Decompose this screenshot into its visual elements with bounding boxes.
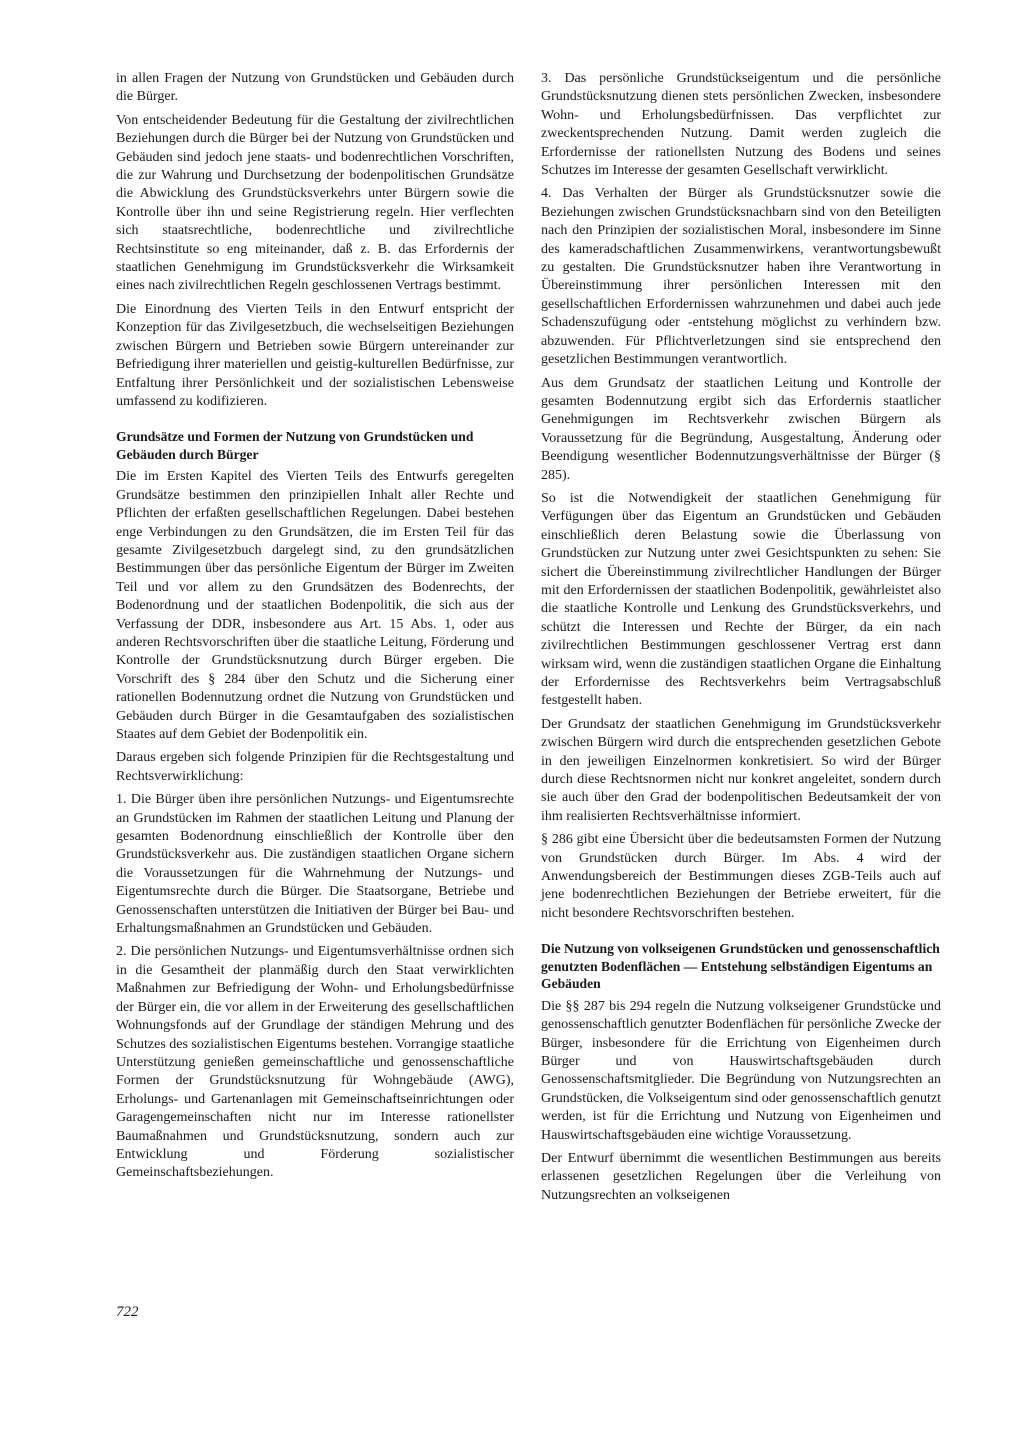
paragraph: 2. Die persönlichen Nutzungs- und Eigentumsverhältnisse ordnen sich in die Gesamtheit der planmäßig durch den Staat verwirklichten Maßnahmen zur Befriedigung der Wohn- und Erholungsbedürfnisse der Bürger ein, die vor allem in der Erweiterung des gesellschaftlichen Wohnungsfonds auf der Grundlage der ständigen Mehrung und des Schutzes des sozialistischen Eigentums bestehen. Vorrangige staatliche Unterstützung genießen gemeinschaftliche und genossenschaftliche Formen der Grundstücksnutzung für Wohngebäude (AWG), Erholungs- und Gartenanlagen mit Gemeinschaftseinrichtungen oder Garagengemeinschaften nicht nur im Interesse rationellster Baumaßnahmen und Grundstücksnutzung, sondern auch zur Entwicklung und Förderung sozialistischer Gemeinschaftsbeziehungen. (116, 944, 514, 1181)
left-column (116, 70, 514, 1188)
section-heading: Die Nutzung von volkseigenen Grundstücken und genossenschaftlich genutzten Bodenflächen — Entstehung selbständigen Eigentums an Gebäuden (541, 941, 940, 992)
section-gap (541, 928, 941, 940)
paragraph: 3. Das persönliche Grundstückseigentum und die persönliche Grundstücksnutzung dienen stets persönlichen Zwecken, insbesondere Wohn- und Erholungsbedürfnissen. Das verpflichtet zur zweckentsprechenden Nutzung. Damit werden zugleich die Erfordernisse der rationellsten Nutzung des Bodens und seines Schutzes im Interesse der gesamten Gesellschaft verwirklicht. (541, 71, 941, 179)
paragraph: Die Einordnung des Vierten Teils in den Entwurf entspricht der Konzeption für das Zivilgesetzbuch, die wechselseitigen Beziehungen zwischen Bürgern und Betrieben sowie Bürgern untereinander zur Befriedigung ihrer materiellen und geistig-kulturellen Bedürfnisse, zur Entfaltung ihrer Persönlichkeit und der sozialistischen Lebensweise umfassend zu kodifizieren. (116, 301, 514, 409)
paragraph: 1. Die Bürger üben ihre persönlichen Nutzungs- und Eigentumsrechte an Grundstücken im Rahmen der staatlichen Leitung und Planung der gesamten Bodenordnung einschließlich der Kontrolle über den Grundstücksverkehr aus. Die zuständigen staatlichen Organe sichern die Voraussetzungen für die Wahrnehmung der Nutzungs- und Eigentumsrechte durch die Bürger. Die Staatsorgane, Betriebe und Genossenschaften unterstützen die Initiativen der Bürger bei Bau- und Erhaltungsmaßnahmen an Grundstücken und Gebäuden. (116, 792, 514, 937)
paragraph: § 286 gibt eine Übersicht über die bedeutsamsten Formen der Nutzung von Grundstücken durch Bürger. Im Abs. 4 wird der Anwendungsbereich der Bestimmungen dieses ZGB-Teils auch auf jene bodenrechtlichen Beziehungen der Betriebe erweitert, für die nicht besondere Rechtsvorschriften bestehen. (541, 832, 941, 921)
section-gap (116, 416, 514, 428)
section-heading: Grundsätze und Formen der Nutzung von Grundstücken und Gebäuden durch Bürger (116, 429, 474, 462)
paragraph: 4. Das Verhalten der Bürger als Grundstücksnutzer sowie die Beziehungen zwischen Grundstücksnachbarn sind von den Beteiligten nach den Prinzipien der sozialistischen Moral, insbesondere im Sinne des kameradschaftlichen Zusammenwirkens, verantwortungsbewußt zu gestalten. Die Grundstücksnutzer haben ihre Verantwortung in Übereinstimmung ihrer persönlichen Interessen mit den gesellschaftlichen Erfordernissen wahrzunehmen und dabei auch jede Schadenszufügung oder -entstehung möglichst zu verhindern bzw. abzuwenden. Für Pflichtverletzungen sind sie entsprechend den gesetzlichen Bestimmungen verantwortlich. (541, 186, 941, 368)
paragraph: Von entscheidender Bedeutung für die Gestaltung der zivilrechtlichen Beziehungen durch die Bürger bei der Nutzung von Grundstücken und Gebäuden sind jedoch jene staats- und bodenrechtlichen Vorschriften, die zur Wahrung und Durchsetzung der bodenpolitischen Grundsätze die Abwicklung des Grundstücksverkehrs unter Bürgern sowie die Kontrolle über ihn und seine Registrierung regeln. Hier verflechten sich staatsrechtliche, bodenrechtliche und zivilrechtliche Rechtsinstitute so eng miteinander, daß z. B. das Erfordernis der staatlichen Genehmigung im Grundstücksverkehr die Wirksamkeit eines nach zivilrechtlichen Regeln geschlossenen Vertrags bestimmt. (116, 112, 514, 294)
paragraph: Daraus ergeben sich folgende Prinzipien für die Rechtsgestaltung und Rechtsverwirklichung: (116, 750, 514, 784)
paragraph: So ist die Notwendigkeit der staatlichen Genehmigung für Verfügungen über das Eigentum an Grundstücken und Gebäuden einschließlich deren Belastung sowie die Überlassung von Grundstücken zur Nutzung unter zwei Gesichtspunkten zu sehen: Sie sichert die Übereinstimmung zivilrechtlicher Handlungen der Bürger mit den Erfordernissen der staatlichen Bodenpolitik, gewährleistet also die staatliche Kontrolle und Lenkung des Grundstücksverkehrs, und schützt die Interessen und Rechte der Bürger, da ein nach zivilrechtlichen Bestimmungen geschlossener Vertrag erst dann wirksam wird, wenn die zuständigen staatlichen Organe die Einhaltung der Erfordernisse des Rechtsverkehrs beim Vertragsabschluß festgestellt haben. (541, 490, 941, 709)
paragraph: Der Entwurf übernimmt die wesentlichen Bestimmungen aus bereits erlassenen gesetzlichen Regelungen über die Verleihung von Nutzungsrechten an volkseigenen (541, 1151, 941, 1203)
page-number: 722 (116, 1304, 139, 1320)
paragraph: in allen Fragen der Nutzung von Grundstücken und Gebäuden durch die Bürger. (116, 71, 514, 105)
paragraph: Der Grundsatz der staatlichen Genehmigung im Grundstücksverkehr zwischen Bürgern wird durch die entsprechenden gesetzlichen Gebote in den jeweiligen Einzelnormen konkretisiert. So wird der Bürger durch diese Rechtsnormen nicht nur konkret angeleitet, sondern durch sie auch über den Grad der bodenpolitischen Bedeutsamkeit der von ihm realisierten Rechtsverhältnisse informiert. (541, 716, 941, 824)
paragraph: Die §§ 287 bis 294 regeln die Nutzung volkseigener Grundstücke und genossenschaftlich genutzter Bodenflächen für persönliche Zwecke der Bürger, insbesondere für die Errichtung von Eigenheimen durch Bürger und von Hauswirtschaftsgebäuden durch Genossenschaftsmitglieder. Die Begründung von Nutzungsrechten an Grundstücken, die Volkseigentum sind oder genossenschaftlich genutzt werden, ist für die Errichtung und Nutzung von Eigenheimen und Hauswirtschaftsgebäuden eine wichtige Voraussetzung. (541, 998, 941, 1143)
paragraph: Die im Ersten Kapitel des Vierten Teils des Entwurfs geregelten Grundsätze bestimmen den prinzipiellen Inhalt aller Rechte und Pflichten der erfaßten gesellschaftlichen Regelungen. Dabei bestehen enge Verbindungen zu den Grundsätzen, die im Ersten Teil für das gesamte Zivilgesetzbuch dargelegt sind, zu den grundsätzlichen Bestimmungen über das persönliche Eigentum der Bürger im Zweiten Teil und vor allem zu den Grundsätzen des Bodenrechts, der Bodenordnung und der staatlichen Bodenpolitik, die sich aus der Verfassung der DDR, insbesondere aus Art. 15 Abs. 1, oder aus anderen Rechtsvorschriften über die staatliche Leitung, Förderung und Kontrolle der Grundstücksnutzung durch Bürger ergeben. Die Vorschrift des § 284 über den Schutz und die Sicherung einer rationellen Bodennutzung ordnet die Nutzung von Grundstücken und Gebäuden durch Bürger in die Gesamtaufgaben des sozialistischen Staates auf dem Gebiet der Bodenpolitik ein. (116, 469, 514, 742)
paragraph: Aus dem Grundsatz der staatlichen Leitung und Kontrolle der gesamten Bodennutzung ergibt sich das Erfordernis staatlicher Genehmigungen im Rechtsverkehr zwischen Bürgern als Voraussetzung für die Begründung, Ausgestaltung, Änderung oder Beendigung wesentlicher Bodennutzungsverhältnisse der Bürger (§ 285). (541, 375, 941, 483)
right-column (541, 70, 941, 1210)
